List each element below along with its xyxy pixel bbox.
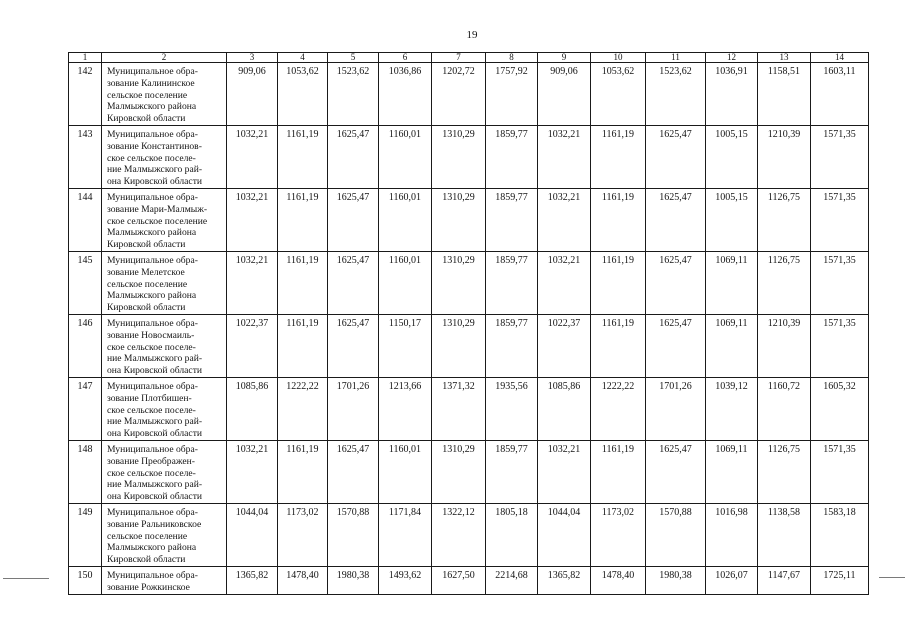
column-header: 11: [646, 53, 706, 63]
value-cell: 1625,47: [328, 189, 379, 252]
value-cell: 1625,47: [328, 315, 379, 378]
value-cell: 1222,22: [278, 378, 328, 441]
value-cell: 1859,77: [486, 252, 538, 315]
column-header: 5: [328, 53, 379, 63]
value-cell: 1022,37: [538, 315, 591, 378]
value-cell: 1044,04: [227, 504, 278, 567]
value-cell: 1069,11: [706, 315, 758, 378]
value-cell: 1570,88: [328, 504, 379, 567]
table-row: [69, 567, 869, 595]
column-header: 8: [486, 53, 538, 63]
table-row: [69, 126, 869, 189]
value-cell: 1980,38: [328, 567, 379, 595]
value-cell: 1147,67: [758, 567, 811, 595]
value-cell: 1625,47: [646, 441, 706, 504]
value-cell: 1571,35: [811, 189, 869, 252]
row-number: 148: [69, 441, 102, 504]
value-cell: 1032,21: [227, 441, 278, 504]
value-cell: 1053,62: [591, 63, 646, 126]
value-cell: 1022,37: [227, 315, 278, 378]
value-cell: 1160,72: [758, 378, 811, 441]
value-cell: 1859,77: [486, 441, 538, 504]
value-cell: 1859,77: [486, 315, 538, 378]
value-cell: 1161,19: [591, 315, 646, 378]
municipality-name: Муниципальное обра- зование Мари-Малмыж- ское сельское поселение Малмыжского района Кировской области: [102, 189, 227, 252]
value-cell: 1160,01: [379, 189, 432, 252]
municipality-name: Муниципальное обра- зование Плотбишен- ское сельское поселе- ние Малмыжского рай- она Кировской области: [102, 378, 227, 441]
value-cell: 1222,22: [591, 378, 646, 441]
value-cell: 1625,47: [646, 252, 706, 315]
margin-cut-line-left: [3, 578, 49, 579]
value-cell: 1805,18: [486, 504, 538, 567]
column-header: 7: [432, 53, 486, 63]
municipality-name: Муниципальное обра- зование Константинов- ское сельское поселе- ние Малмыжского рай- она Кировской области: [102, 126, 227, 189]
row-number: 150: [69, 567, 102, 595]
value-cell: 1310,29: [432, 126, 486, 189]
page-number: 19: [466, 29, 478, 41]
column-header: 6: [379, 53, 432, 63]
value-cell: 1371,32: [432, 378, 486, 441]
table-row: [69, 189, 869, 252]
table-body: [69, 63, 869, 595]
municipality-name: Муниципальное обра- зование Новосмаиль- ское сельское поселе- ние Малмыжского рай- она Кировской области: [102, 315, 227, 378]
value-cell: 1161,19: [591, 441, 646, 504]
municipality-name: Муниципальное обра- зование Ральниковское сельское поселение Малмыжского района Кировской области: [102, 504, 227, 567]
value-cell: 1478,40: [278, 567, 328, 595]
value-cell: 1161,19: [591, 189, 646, 252]
value-cell: 1036,91: [706, 63, 758, 126]
value-cell: 1032,21: [538, 126, 591, 189]
row-number: 144: [69, 189, 102, 252]
value-cell: 1625,47: [646, 189, 706, 252]
table-row: [69, 441, 869, 504]
value-cell: 1161,19: [278, 252, 328, 315]
value-cell: 1322,12: [432, 504, 486, 567]
value-cell: 1627,50: [432, 567, 486, 595]
value-cell: 1310,29: [432, 189, 486, 252]
municipality-table: [68, 52, 869, 595]
value-cell: 1161,19: [591, 252, 646, 315]
municipality-name: Муниципальное обра- зование Мелетское сельское поселение Малмыжского района Кировской области: [102, 252, 227, 315]
table-row: [69, 252, 869, 315]
value-cell: 1210,39: [758, 315, 811, 378]
value-cell: 1625,47: [646, 126, 706, 189]
value-cell: 1478,40: [591, 567, 646, 595]
value-cell: 1605,32: [811, 378, 869, 441]
value-cell: 1161,19: [278, 441, 328, 504]
value-cell: 1571,35: [811, 252, 869, 315]
value-cell: 1571,35: [811, 126, 869, 189]
value-cell: 1126,75: [758, 189, 811, 252]
value-cell: 1310,29: [432, 441, 486, 504]
value-cell: 1069,11: [706, 252, 758, 315]
value-cell: 1161,19: [278, 126, 328, 189]
margin-cut-line-right: [879, 577, 905, 578]
value-cell: 1160,01: [379, 126, 432, 189]
column-header: 14: [811, 53, 869, 63]
row-number: 143: [69, 126, 102, 189]
table-row: [69, 63, 869, 126]
value-cell: 1980,38: [646, 567, 706, 595]
value-cell: 1523,62: [646, 63, 706, 126]
table-row: [69, 378, 869, 441]
value-cell: 1039,12: [706, 378, 758, 441]
value-cell: 1085,86: [227, 378, 278, 441]
value-cell: 1701,26: [646, 378, 706, 441]
value-cell: 1310,29: [432, 252, 486, 315]
value-cell: 1625,47: [328, 252, 379, 315]
value-cell: 1005,15: [706, 189, 758, 252]
value-cell: 1625,47: [646, 315, 706, 378]
value-cell: 1069,11: [706, 441, 758, 504]
table-header: [69, 53, 869, 63]
column-number-row: [69, 53, 869, 63]
row-number: 142: [69, 63, 102, 126]
value-cell: 1859,77: [486, 126, 538, 189]
value-cell: 1625,47: [328, 126, 379, 189]
municipality-name: Муниципальное обра- зование Преображен- ское сельское поселе- ние Малмыжского рай- она Кировской области: [102, 441, 227, 504]
value-cell: 1036,86: [379, 63, 432, 126]
value-cell: 1213,66: [379, 378, 432, 441]
value-cell: 909,06: [538, 63, 591, 126]
value-cell: 1603,11: [811, 63, 869, 126]
value-cell: 1126,75: [758, 252, 811, 315]
value-cell: 1570,88: [646, 504, 706, 567]
value-cell: 1173,02: [591, 504, 646, 567]
value-cell: 1493,62: [379, 567, 432, 595]
table-row: [69, 504, 869, 567]
value-cell: 1171,84: [379, 504, 432, 567]
value-cell: 1032,21: [227, 189, 278, 252]
column-header: 1: [69, 53, 102, 63]
value-cell: 1161,19: [278, 315, 328, 378]
value-cell: 1160,01: [379, 252, 432, 315]
row-number: 149: [69, 504, 102, 567]
value-cell: 1173,02: [278, 504, 328, 567]
column-header: 12: [706, 53, 758, 63]
column-header: 10: [591, 53, 646, 63]
row-number: 145: [69, 252, 102, 315]
value-cell: 1032,21: [538, 441, 591, 504]
value-cell: 1032,21: [227, 252, 278, 315]
municipality-name: Муниципальное обра- зование Рожкинское: [102, 567, 227, 595]
value-cell: 1310,29: [432, 315, 486, 378]
column-header: 4: [278, 53, 328, 63]
column-header: 9: [538, 53, 591, 63]
row-number: 146: [69, 315, 102, 378]
value-cell: 1757,92: [486, 63, 538, 126]
value-cell: 1365,82: [538, 567, 591, 595]
value-cell: 1044,04: [538, 504, 591, 567]
value-cell: 1085,86: [538, 378, 591, 441]
value-cell: 1126,75: [758, 441, 811, 504]
value-cell: 1032,21: [538, 189, 591, 252]
value-cell: 1365,82: [227, 567, 278, 595]
value-cell: 1158,51: [758, 63, 811, 126]
value-cell: 1161,19: [278, 189, 328, 252]
table-row: [69, 315, 869, 378]
value-cell: 1005,15: [706, 126, 758, 189]
value-cell: 1935,56: [486, 378, 538, 441]
value-cell: 1138,58: [758, 504, 811, 567]
value-cell: 1701,26: [328, 378, 379, 441]
value-cell: 1571,35: [811, 441, 869, 504]
row-number: 147: [69, 378, 102, 441]
value-cell: 1202,72: [432, 63, 486, 126]
column-header: 13: [758, 53, 811, 63]
value-cell: 1859,77: [486, 189, 538, 252]
value-cell: 1053,62: [278, 63, 328, 126]
column-header: 3: [227, 53, 278, 63]
value-cell: 2214,68: [486, 567, 538, 595]
value-cell: 909,06: [227, 63, 278, 126]
value-cell: 1571,35: [811, 315, 869, 378]
value-cell: 1725,11: [811, 567, 869, 595]
value-cell: 1210,39: [758, 126, 811, 189]
column-header: 2: [102, 53, 227, 63]
value-cell: 1583,18: [811, 504, 869, 567]
value-cell: 1625,47: [328, 441, 379, 504]
value-cell: 1032,21: [227, 126, 278, 189]
value-cell: 1523,62: [328, 63, 379, 126]
value-cell: 1150,17: [379, 315, 432, 378]
value-cell: 1161,19: [591, 126, 646, 189]
municipality-name: Муниципальное обра- зование Калининское сельское поселение Малмыжского района Кировской области: [102, 63, 227, 126]
value-cell: 1026,07: [706, 567, 758, 595]
value-cell: 1160,01: [379, 441, 432, 504]
value-cell: 1016,98: [706, 504, 758, 567]
value-cell: 1032,21: [538, 252, 591, 315]
